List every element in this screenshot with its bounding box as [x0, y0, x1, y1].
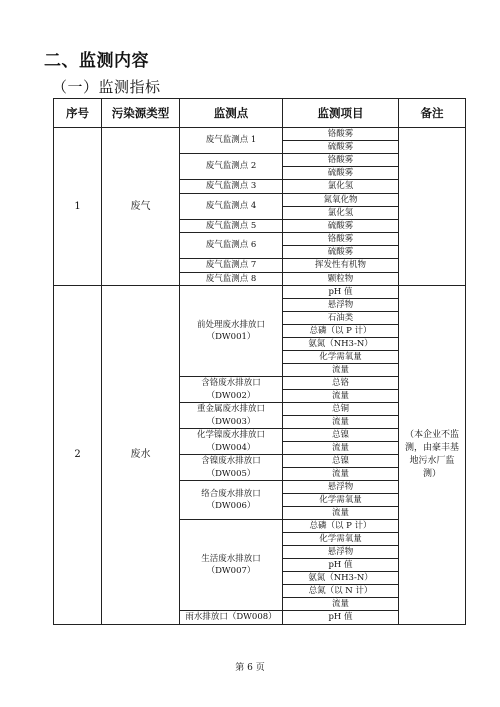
monitoring-item: pH 值 [283, 559, 399, 572]
monitoring-item: 铬酸雾 [283, 233, 399, 246]
monitoring-point [180, 233, 283, 259]
monitoring-point-code: （DW006） [206, 501, 256, 511]
monitoring-item: 流量 [283, 507, 399, 520]
monitoring-item: pH 值 [283, 611, 399, 625]
monitoring-point [180, 429, 283, 455]
monitoring-point-name: 化学镍废水排放口 [196, 430, 265, 440]
monitoring-point-code: （DW004） [206, 442, 256, 453]
monitoring-point-code: （DW003） [206, 416, 256, 427]
monitoring-item: 氨氮（NH3-N） [283, 572, 399, 585]
monitoring-item: 硫酸雾 [283, 167, 399, 180]
monitoring-item: 硫酸雾 [283, 246, 399, 259]
monitoring-point [180, 520, 283, 611]
monitoring-item: 硫酸雾 [283, 219, 399, 233]
row-number: 2 [54, 286, 102, 625]
monitoring-item: 氯化氢 [283, 180, 399, 194]
monitoring-item: 氨氮（NH3-N） [283, 338, 399, 351]
monitoring-item: 总镍 [283, 455, 399, 468]
monitoring-point-code: （DW007） [206, 566, 256, 576]
monitoring-item: 总磷（以 P 计） [283, 520, 399, 533]
monitoring-point-code: （DW005） [206, 468, 256, 479]
monitoring-point [180, 611, 283, 625]
monitoring-item: 化学需氧量 [283, 533, 399, 546]
monitoring-point-name: 废气监测点 7 [205, 260, 257, 270]
monitoring-item: 总铜 [283, 403, 399, 416]
table-row [54, 286, 466, 299]
remark: （本企业不监测，由豪丰基地污水厂监测） [399, 286, 466, 625]
monitoring-item: 石油类 [283, 312, 399, 325]
page-number: 第 6 页 [235, 663, 265, 673]
monitoring-point [180, 193, 283, 219]
monitoring-item: 悬浮物 [283, 546, 399, 559]
monitoring-point-name: 废气监测点 3 [205, 181, 257, 191]
monitoring-item: pH 值 [283, 286, 399, 299]
monitoring-point [180, 403, 283, 429]
monitoring-point-name: 废气监测点 6 [205, 240, 257, 251]
header-item: 监测项目 [283, 99, 399, 128]
monitoring-point-name: 重金属废水排放口 [196, 404, 265, 414]
monitoring-item: 总磷（以 P 计） [283, 325, 399, 338]
monitoring-item: 悬浮物 [283, 481, 399, 494]
monitoring-point [180, 455, 283, 481]
monitoring-point-code: （DW001） [206, 332, 256, 342]
monitoring-point-name: 废气监测点 4 [205, 200, 257, 211]
monitoring-item: 流量 [283, 598, 399, 611]
monitoring-point [180, 377, 283, 403]
monitoring-point-name: 前处理废水排放口 [196, 319, 265, 330]
monitoring-point [180, 219, 283, 233]
monitoring-item: 氮氧化物 [283, 193, 399, 206]
monitoring-item: 挥发性有机物 [283, 259, 399, 273]
monitoring-item: 流量 [283, 416, 399, 429]
monitoring-point [180, 286, 283, 377]
monitoring-item: 总铬 [283, 377, 399, 390]
monitoring-item: 铬酸雾 [283, 154, 399, 167]
monitoring-item: 流量 [283, 468, 399, 481]
header-type: 污染源类型 [102, 99, 180, 128]
monitoring-point-name: 废气监测点 2 [205, 161, 257, 172]
monitoring-point-name: 废气监测点 1 [205, 135, 257, 146]
section-title: 二、监测内容 [44, 51, 149, 71]
monitoring-item: 总镍 [283, 429, 399, 442]
pollution-source-type: 废水 [102, 286, 180, 625]
subsection-title: （一）监测指标 [52, 78, 161, 96]
monitoring-point [180, 154, 283, 180]
monitoring-point-name: 生活废水排放口 [201, 553, 261, 564]
monitoring-point-code: （DW002） [206, 390, 256, 401]
monitoring-item: 氯化氢 [283, 206, 399, 219]
header-no: 序号 [54, 99, 102, 128]
monitoring-item: 颗粒物 [283, 272, 399, 286]
monitoring-point [180, 128, 283, 154]
monitoring-item: 硫酸雾 [283, 141, 399, 154]
pollution-source-type: 废气 [102, 128, 180, 286]
monitoring-item: 总氮（以 N 计） [283, 585, 399, 598]
monitoring-point-name: 络合废水排放口 [201, 488, 261, 499]
monitoring-item: 流量 [283, 364, 399, 377]
header-note: 备注 [399, 99, 466, 128]
monitoring-item: 化学需氧量 [283, 351, 399, 364]
monitoring-item: 铬酸雾 [283, 128, 399, 141]
remark [399, 128, 466, 286]
monitoring-point-name: 废气监测点 8 [205, 273, 257, 284]
monitoring-item: 悬浮物 [283, 299, 399, 312]
monitoring-point [180, 481, 283, 520]
monitoring-point [180, 180, 283, 194]
table-row [54, 128, 466, 141]
monitoring-point [180, 272, 283, 286]
monitoring-item: 化学需氧量 [283, 494, 399, 507]
monitoring-table [53, 98, 466, 625]
monitoring-point-name: 废气监测点 5 [205, 220, 257, 231]
header-point: 监测点 [180, 99, 283, 128]
monitoring-point-name: 含铬废水排放口 [201, 378, 261, 388]
monitoring-point [180, 259, 283, 273]
monitoring-point-name: 雨水排放口（DW008） [185, 612, 277, 622]
monitoring-point-name: 含镍废水排放口 [201, 456, 261, 466]
monitoring-item: 流量 [283, 390, 399, 403]
monitoring-item: 流量 [283, 442, 399, 455]
table-header-row [54, 99, 466, 128]
row-number: 1 [54, 128, 102, 286]
